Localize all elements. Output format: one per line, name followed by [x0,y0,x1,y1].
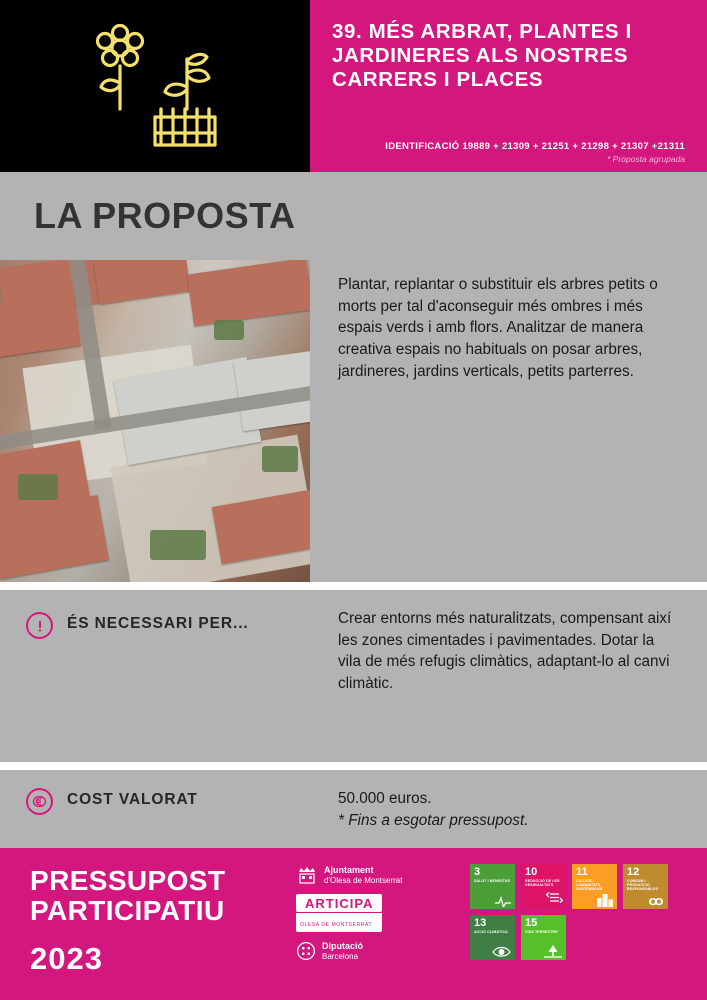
diputacio-logo [296,941,363,962]
sdg-3: 3 SALUT I BENESTAR [470,864,515,909]
footer-year: 2023 [30,941,103,977]
cost-amount: 50.000 euros. [338,790,432,807]
articipa-wordmark: ARTICIPA [296,894,382,912]
necessari-label-panel [0,590,310,762]
header-title-panel [310,0,707,172]
divider-2 [0,762,707,770]
necessari-text-panel [310,590,707,762]
footer-title-line1: PRESSUPOST [30,865,226,896]
section-header-proposta [0,172,707,260]
city-icon [596,893,614,907]
sdg-icons [464,848,707,960]
diputacio-mark-icon [296,941,316,961]
sdg-10: 10 REDUCCIÓ DE LES DESIGUALTATS [521,864,566,909]
heartbeat-icon [494,895,512,907]
crown-shield-icon [296,864,318,886]
section-cost [0,770,707,848]
sdg-12: 12 CONSUM I PRODUCCIÓ RESPONSABLES [623,864,668,909]
section-necessari [0,590,707,762]
equal-arrows-icon [546,891,563,907]
footer-title-line2: PARTICIPATIU [30,894,225,926]
necessari-label: ÉS NECESSARI PER... [67,615,249,632]
header-icon-panel [0,0,310,172]
identification-note: * Proposta agrupada [607,154,685,164]
ajuntament-line2: d'Olesa de Montserrat [324,875,403,885]
articipa-logo [296,895,382,932]
sdg-15: 15 VIDA TERRESTRE [521,915,566,960]
eye-globe-icon [492,945,512,958]
tree-birds-icon [543,944,563,958]
ajuntament-logo [296,864,402,886]
diputacio-line1: Diputació [322,941,364,951]
page-title: 39. MÉS ARBRAT, PLANTES I JARDINERES ALS NOSTRES CARRERS I PLACES [332,20,632,92]
articipa-subtitle: OLESA DE MONTSERRAT [300,922,373,928]
aerial-photo [0,260,310,582]
infinity-icon [643,895,665,907]
ajuntament-line1: Ajuntament [324,864,374,875]
proposal-body [0,260,707,582]
diputacio-line2: Barcelona [322,951,359,961]
proposal-text-column [310,260,707,582]
euro-coins-icon [26,788,53,815]
divider-1 [0,582,707,590]
sdg-13: 13 ACCIÓ CLIMÀTICA [470,915,515,960]
footer-branding [0,848,296,977]
section-title-proposta: LA PROPOSTA [34,195,296,236]
flower-planter-icon [75,21,235,151]
cost-note: * Fins a esgotar pressupost. [338,811,529,829]
necessari-description: Crear entorns més naturalitzats, compensant així les zones cimentades i pavimentades. Dotar la vila de més refugis climàtics, adaptant-lo al canvi climàtic. [338,610,672,693]
poster-footer [0,848,707,1000]
proposal-description: Plantar, replantar o substituir els arbres petits o morts per tal d'aconseguir més ombres i més espais verds i amb flors. Analitzar de manera creativa espais no habituals on posar arbres, jardineres, jardins verticals, petits parterres. [338,276,658,380]
sdg-11: 11 CIUTATS I COMUNITATS SOSTENIBLES [572,864,617,909]
cost-label: COST VALORAT [67,791,198,808]
cost-text-panel [310,770,707,848]
identification-code: IDENTIFICACIÓ 19889 + 21309 + 21251 + 21298 + 21307 +21311 [385,141,685,152]
exclamation-circle-icon [26,612,53,639]
cost-label-panel [0,770,310,848]
footer-logos [296,848,464,962]
poster-header [0,0,707,172]
